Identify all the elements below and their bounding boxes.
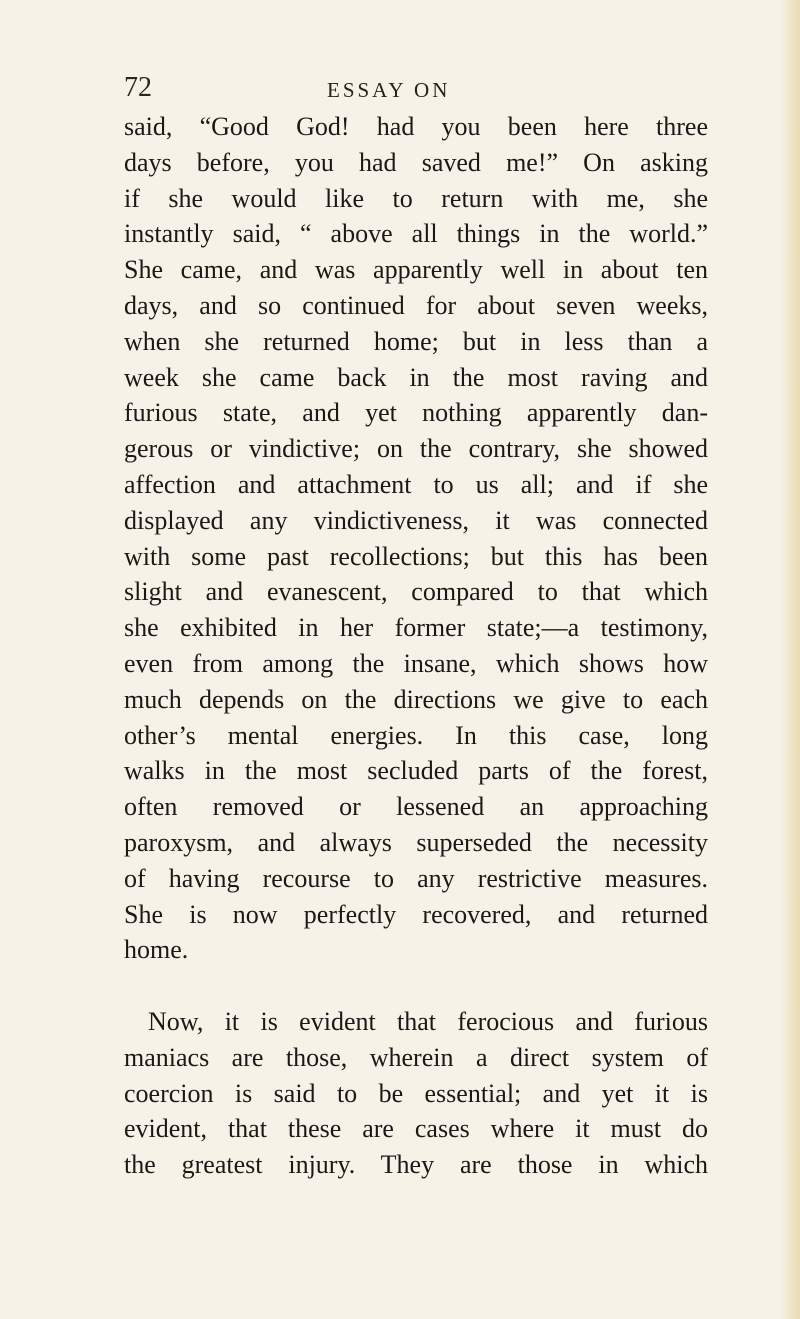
text-line: affection and attachment to us all; and if she bbox=[124, 469, 708, 499]
text-line: when she returned home; but in less than a bbox=[124, 326, 708, 356]
body-text bbox=[124, 109, 708, 1183]
text-line: days before, you had saved me!” On asking bbox=[124, 147, 708, 177]
text-line: slight and evanescent, compared to that which bbox=[124, 577, 708, 607]
text-line: coercion is said to be essential; and yet it is bbox=[124, 1078, 708, 1108]
text-line: She came, and was apparently well in about ten bbox=[124, 255, 708, 285]
page-header bbox=[0, 68, 800, 108]
text-line: week she came back in the most raving and bbox=[124, 362, 708, 392]
text-line: the greatest injury. They are those in which bbox=[124, 1150, 708, 1180]
text-line: with some past recollections; but this has been bbox=[124, 541, 708, 571]
text-line: She is now perfectly recovered, and returned bbox=[124, 899, 708, 929]
text-line: furious state, and yet nothing apparently dan- bbox=[124, 398, 708, 428]
paragraph-gap bbox=[124, 968, 708, 1004]
text-line: if she would like to return with me, she bbox=[124, 183, 708, 213]
text-line: evident, that these are cases where it must do bbox=[124, 1114, 708, 1144]
text-line: often removed or lessened an approaching bbox=[124, 792, 708, 822]
text-line: said, “Good God! had you been here three bbox=[124, 112, 708, 141]
text-line: paroxysm, and always superseded the necessity bbox=[124, 827, 708, 857]
text-line: displayed any vindictiveness, it was connected bbox=[124, 505, 708, 535]
text-line: walks in the most secluded parts of the forest, bbox=[124, 756, 708, 786]
paragraph-1 bbox=[124, 109, 708, 968]
text-line: Now, it is evident that ferocious and furious bbox=[148, 1006, 708, 1036]
text-line: she exhibited in her former state;—a testimony, bbox=[124, 613, 708, 643]
text-line: even from among the insane, which shows how bbox=[124, 648, 708, 678]
text-line: much depends on the directions we give to each bbox=[124, 684, 708, 714]
page-edge-shading bbox=[780, 0, 800, 1319]
text-line: instantly said, “ above all things in the world.” bbox=[124, 219, 708, 249]
text-line: other’s mental energies. In this case, long bbox=[124, 720, 708, 750]
paragraph-2 bbox=[124, 1004, 708, 1183]
text-line: gerous or vindictive; on the contrary, she showed bbox=[124, 434, 708, 464]
text-line: home. bbox=[124, 935, 189, 965]
text-line: days, and so continued for about seven weeks, bbox=[124, 290, 708, 320]
text-line: maniacs are those, wherein a direct system of bbox=[124, 1042, 708, 1072]
running-head: ESSAY ON bbox=[327, 78, 451, 102]
text-line: of having recourse to any restrictive measures. bbox=[124, 863, 708, 893]
page-number: 72 bbox=[124, 72, 152, 103]
